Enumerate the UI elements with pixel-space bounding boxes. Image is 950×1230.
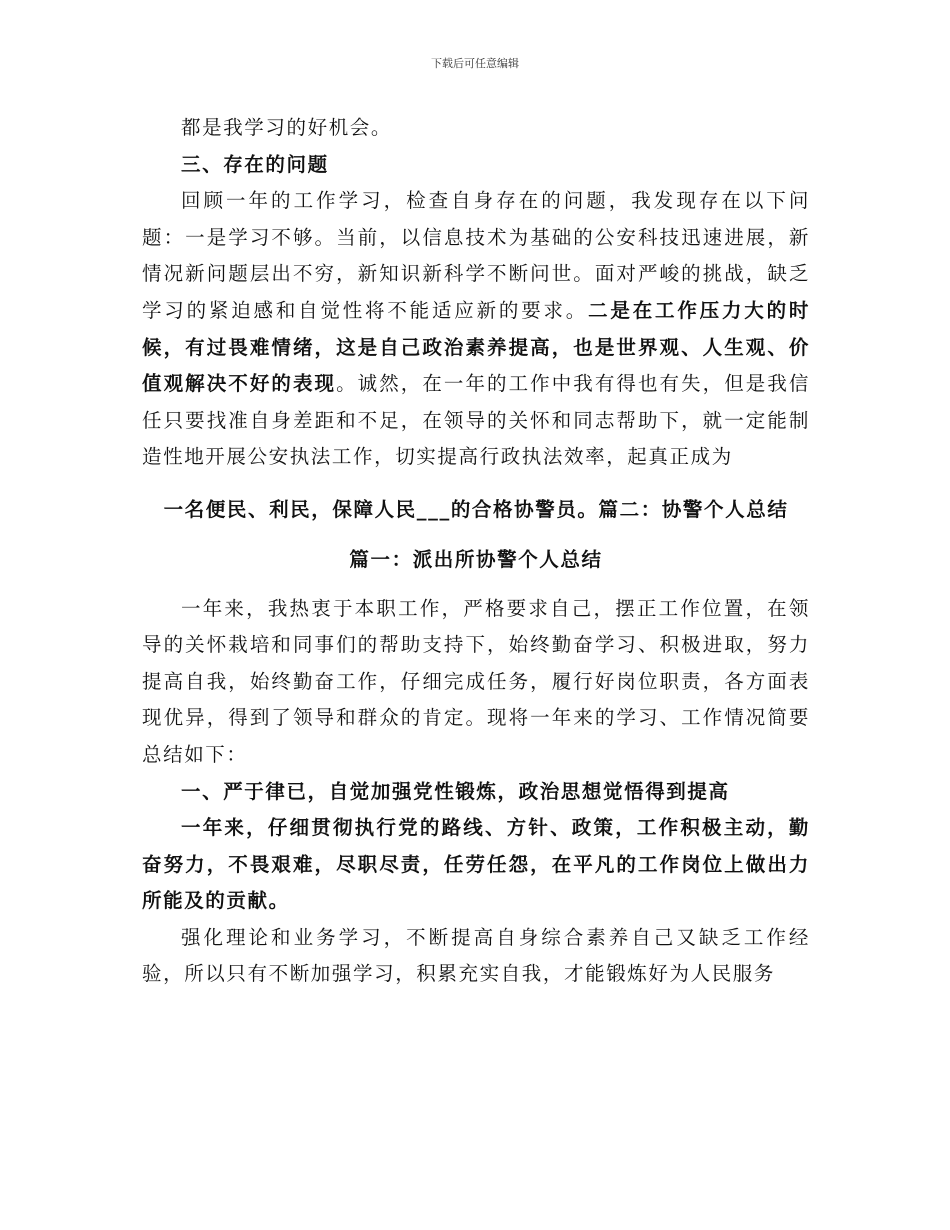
paragraph-4: 一年来，仔细贯彻执行党的路线、方针、政策，工作积极主动，勤奋努力，不畏艰难，尽职尽责，任劳任怨，在平凡的工作岗位上做出力所能及的贡献。 xyxy=(142,816,810,913)
paragraph-2-bold: 二是在工作压力大的时候，有过畏难情绪，这是自己政治素养提高，也是世界观、人生观、价值观解决不好的表现 xyxy=(142,298,810,396)
paragraph-2 xyxy=(142,183,810,476)
paragraph-3: 一年来，我热衷于本职工作，严格要求自己，摆正工作位置，在领导的关怀栽培和同事们的帮助支持下，始终勤奋学习、积极进取，努力提高自我，始终勤奋工作，仔细完成任务，履行好岗位职责，各方面表现优异，得到了领导和群众的肯定。现将一年来的学习、工作情况简要总结如下： xyxy=(142,596,810,766)
paragraph-2-part-a: 回顾一年的工作学习，检查自身存在的问题，我发现存在以下问题：一是学习不够。当前，以信息技术为基础的公安科技迅速进展，新情况新问题层出不穷，新知识新科学不断问世。面对严峻的挑战，缺乏学习的紧迫感和自觉性将不能适应新的要求。 xyxy=(142,189,810,322)
document-subtitle: 篇一：派出所协警个人总结 xyxy=(349,547,603,571)
page-header-note: 下载后可任意编辑 xyxy=(431,57,519,70)
document-title: 一名便民、利民，保障人民___的合格协警员。篇二：协警个人总结 xyxy=(163,497,789,521)
document-body xyxy=(142,110,810,993)
paragraph-2-part-b: 。诚然，在一年的工作中我有得也有失，但是我信任只要找准自身差距和不足，在领导的关怀和同志帮助下，就一定能制造性地开展公安执法工作，切实提高行政执法效率，起真正成为 xyxy=(142,372,811,469)
section-heading-problems: 三、存在的问题 xyxy=(181,152,329,176)
paragraph-5: 强化理论和业务学习，不断提高自身综合素养自己又缺乏工作经验，所以只有不断加强学习，积累充实自我，才能锻炼好为人民服务 xyxy=(142,925,810,986)
section-heading-discipline: 一、严于律已，自觉加强党性锻炼，政治思想觉悟得到提高 xyxy=(181,779,730,803)
paragraph-1: 都是我学习的好机会。 xyxy=(181,116,393,139)
